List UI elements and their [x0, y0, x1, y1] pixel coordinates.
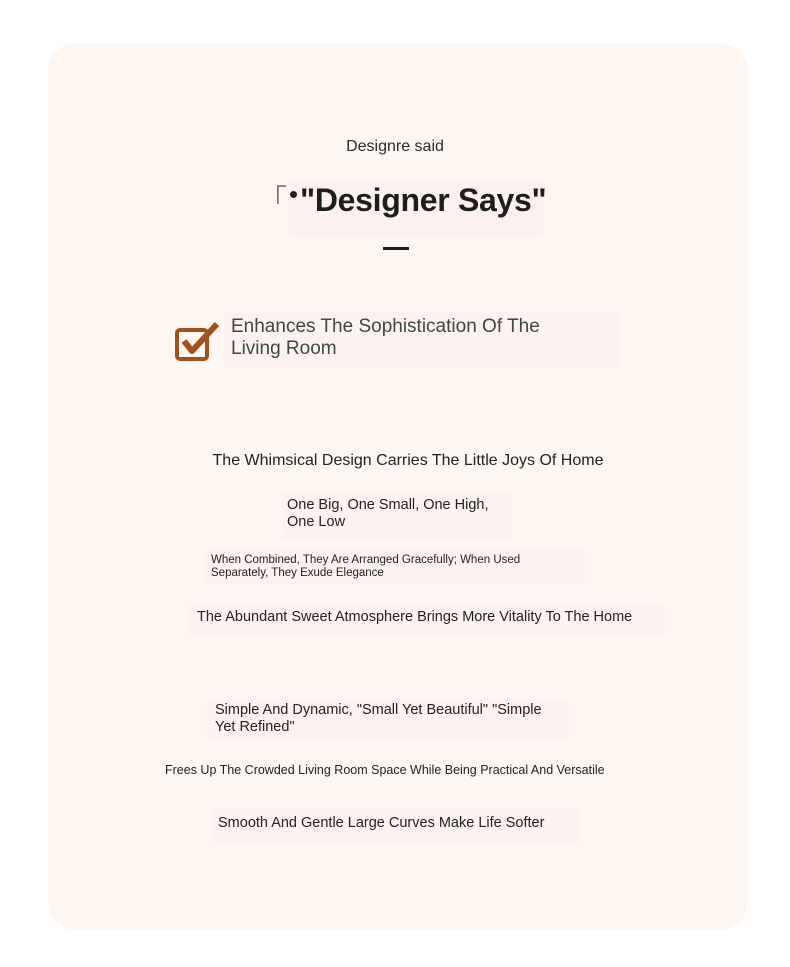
feature-line: Simple And Dynamic, "Small Yet Beautiful" "Simple Yet Refined" [215, 702, 542, 735]
feature-line: The Whimsical Design Carries The Little Joys Of Home [212, 452, 604, 469]
title-underline [383, 247, 409, 250]
bullet-dot [290, 191, 297, 198]
section-subtitle: Designre said [346, 138, 444, 155]
feature-line: When Combined, They Are Arranged Gracefully; When Used Separately, They Exude Elegance [211, 554, 521, 579]
feature-line: Frees Up The Crowded Living Room Space While Being Practical And Versatile [165, 763, 605, 777]
feature-line: Smooth And Gentle Large Curves Make Life Softer [218, 815, 545, 831]
corner-bracket-glyph: 「 [259, 184, 288, 215]
feature-line: The Abundant Sweet Atmosphere Brings More Vitality To The Home [197, 609, 633, 625]
content-card [48, 43, 748, 930]
checkbox-check-icon [174, 321, 220, 363]
highlight-text: Enhances The Sophistication Of The Living Room [231, 316, 540, 359]
feature-line: One Big, One Small, One High, One Low [287, 497, 489, 530]
section-title: "Designer Says" [300, 182, 547, 218]
